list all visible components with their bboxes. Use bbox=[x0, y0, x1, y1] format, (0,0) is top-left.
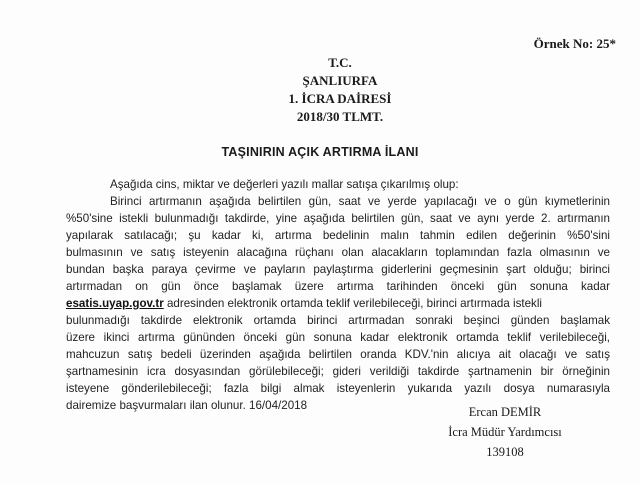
signature-number: 139108 bbox=[486, 445, 524, 459]
body-line: mahcuzun satış bedeli üzerinden aşağıda belirtilen oranda KDV.'nin alıcıya ait olacağı ve satış bbox=[66, 348, 610, 361]
signature-name: Ercan DEMİR bbox=[468, 405, 542, 419]
esatis-link[interactable]: esatis.uyap.gov.tr bbox=[66, 297, 164, 310]
body-link-line bbox=[66, 295, 610, 312]
document-header bbox=[0, 54, 640, 126]
body-last-line: dairemize başvurmaları ilan olunur. 16/04/2018 bbox=[66, 399, 308, 412]
header-line-4: 2018/30 TLMT. bbox=[296, 109, 384, 124]
signature-title: İcra Müdür Yardımcısı bbox=[448, 425, 562, 439]
body-line: üzere ikinci artırma gününden önceki gün sonuna kadar elektronik ortamda teklif verilebileceği, bbox=[66, 331, 610, 344]
body-line: Birinci artırmanın aşağıda belirtilen gün, saat ve yerde yapılacağı ve o gün kıymetlerinin bbox=[110, 195, 610, 208]
body-line: yapılarak satılacağı; şu kadar ki, artırma bedelinin malın tahmin edilen değerinin %50'sini bbox=[66, 229, 610, 242]
body-line: isteyene gönderilebileceği; fazla bilgi almak isteyenlerin yukarıda yazılı dosya numarasıyla bbox=[66, 382, 610, 395]
body-line: bulunmadığı takdirde elektronik ortamda birinci artırmadan sonraki beşinci günden başlamak bbox=[66, 314, 610, 327]
signature-block bbox=[430, 402, 580, 462]
header-line-2: ŞANLIURFA bbox=[302, 73, 378, 88]
header-line-1: T.C. bbox=[328, 55, 352, 70]
body-line: bundan başka paraya çevirme ve payların paylaştırma giderlerini geçmesinin şart olduğu; birinci bbox=[66, 263, 610, 276]
body-line: bulmasının ve satış isteyenin alacağına rüçhanı olan alacakların toplamından fazla olmasının ve bbox=[66, 246, 610, 259]
body-line: %50'sine istekli bulunmadığı takdirde, yine aşağıda belirtilen gün, saat ve aynı yerde 2. artırmanın bbox=[66, 212, 610, 225]
body-intro: Aşağıda cins, miktar ve değerleri yazılı mallar satışa çıkarılmış olup: bbox=[110, 178, 459, 191]
notice-body bbox=[66, 176, 610, 414]
body-link-line-rest: adresinden elektronik ortamda teklif verilebileceği, birinci artırmada istekli bbox=[166, 297, 542, 310]
header-line-3: 1. İCRA DAİRESİ bbox=[288, 91, 392, 106]
notice-title: TAŞINIRIN AÇIK ARTIRMA İLANI bbox=[221, 145, 419, 159]
body-line: şartnamesinin icra dosyasından görülebileceği; gideri verildiği takdirde şartnamenin bir örneğinin bbox=[66, 365, 610, 378]
body-line: artırmadan on gün önce başlamak üzere artırma tarihinden önceki gün sonuna kadar bbox=[66, 280, 610, 293]
form-number: Örnek No: 25* bbox=[533, 36, 616, 51]
